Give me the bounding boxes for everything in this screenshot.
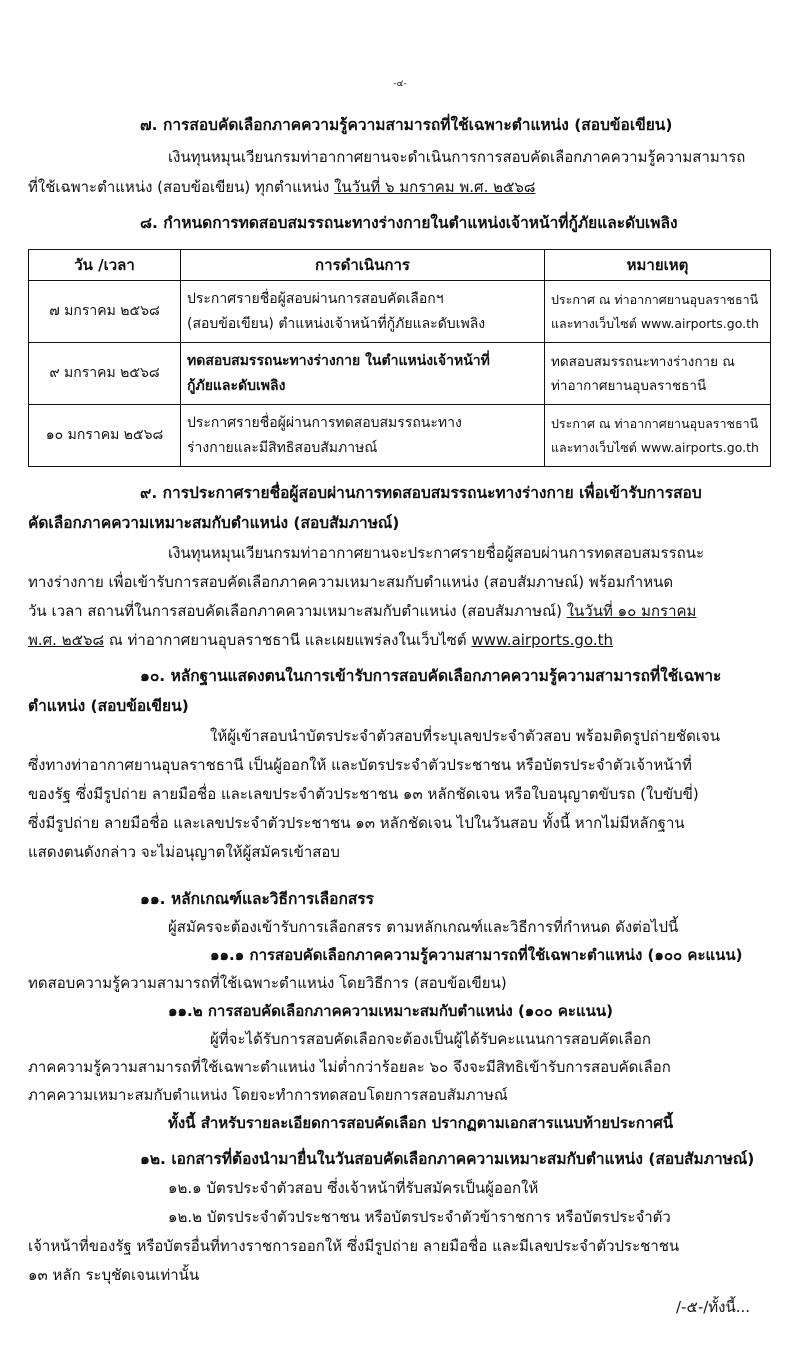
section12-item2-line1: ๑๒.๒ บัตรประจำตัวประชาชน หรือบัตรประจำตัวข้าราชการ หรือบัตรประจำตัว	[168, 1208, 671, 1226]
section7-line2	[28, 180, 535, 195]
row-action	[181, 281, 545, 343]
section9-line4	[28, 633, 613, 648]
section11-note: ทั้งนี้ สำหรับรายละเอียดการสอบคัดเลือก ปรากฏตามเอกสารแนบท้ายประกาศนี้	[168, 1114, 674, 1132]
schedule-table	[28, 249, 771, 467]
row-remark-line: ประกาศ ณ ท่าอากาศยานอุบลราชธานี	[551, 415, 759, 431]
section7-line1: เงินทุนหมุนเวียนกรมท่าอากาศยานจะดำเนินการการสอบคัดเลือกภาคความรู้ความสามารถ	[168, 148, 746, 166]
section10-heading-line1: ๑๐. หลักฐานแสดงตนในการเข้ารับการสอบคัดเลือกภาคความรู้ความสามารถที่ใช้เฉพาะ	[140, 667, 722, 685]
table-row	[29, 281, 771, 343]
row-action-line: (สอบข้อเขียน) ตำแหน่งเจ้าหน้าที่กู้ภัยและดับเพลิง	[187, 315, 486, 332]
row-remark	[545, 343, 771, 405]
section12-heading: ๑๒. เอกสารที่ต้องนำมายื่นในวันสอบคัดเลือกภาคความเหมาะสมกับตำแหน่ง (สอบสัมภาษณ์)	[140, 1150, 755, 1168]
row-action-line: ร่างกายและมีสิทธิสอบสัมภาษณ์	[187, 439, 378, 456]
row-action-line: ทดสอบสมรรถนะทางร่างกาย ในตำแหน่งเจ้าหน้าที่	[187, 352, 490, 369]
table-row	[29, 343, 771, 405]
page-number: -๔-	[393, 79, 407, 89]
section12-item2-line3: ๑๓ หลัก ระบุชัดเจนเท่านั้น	[28, 1266, 200, 1284]
section9-line1: เงินทุนหมุนเวียนกรมท่าอากาศยานจะประกาศรายชื่อผู้สอบผ่านการทดสอบสมรรถนะ	[168, 544, 705, 562]
section11-sub1-line: ทดสอบความรู้ความสามารถที่ใช้เฉพาะตำแหน่ง โดยวิธีการ (สอบข้อเขียน)	[28, 974, 507, 992]
section10-heading-line2: ตำแหน่ง (สอบข้อเขียน)	[28, 697, 189, 715]
section10-line1: ให้ผู้เข้าสอบนำบัตรประจำตัวสอบที่ระบุเลขประจำตัวสอบ พร้อมติดรูปถ่ายชัดเจน	[210, 727, 721, 745]
row-date: ๗ มกราคม ๒๕๖๘	[29, 281, 181, 343]
section10-line2: ซึ่งทางท่าอากาศยานอุบลราชธานี เป็นผู้ออกให้ และบัตรประจำตัวประชาชน หรือบัตรประจำตัวเจ้าหน้าที่	[28, 756, 692, 774]
row-remark-line: และทางเว็บไซต์ www.airports.go.th	[551, 315, 759, 331]
section11-sub2-line2: ภาคความรู้ความสามารถที่ใช้เฉพาะตำแหน่ง ไม่ต่ำกว่าร้อยละ ๖๐ จึงจะมีสิทธิเข้ารับการสอบคัดเลือก	[28, 1058, 671, 1076]
section8-heading: ๘. กำหนดการทดสอบสมรรถนะทางร่างกายในตำแหน่งเจ้าหน้าที่กู้ภัยและดับเพลิง	[140, 214, 678, 232]
row-remark	[545, 405, 771, 467]
section7-line2-text: ที่ใช้เฉพาะตำแหน่ง (สอบข้อเขียน) ทุกตำแหน่ง	[28, 178, 335, 196]
row-action-line: ประกาศรายชื่อผู้ผ่านการทดสอบสมรรถนะทาง	[187, 414, 462, 431]
row-action-line: ประกาศรายชื่อผู้สอบผ่านการสอบคัดเลือกฯ	[187, 290, 444, 307]
header-action: การดำเนินการ	[181, 250, 545, 281]
section9-heading-line1: ๙. การประกาศรายชื่อผู้สอบผ่านการทดสอบสมรรถนะทางร่างกาย เพื่อเข้ารับการสอบ	[140, 484, 702, 502]
section9-line3	[28, 604, 696, 619]
row-date: ๙ มกราคม ๒๕๖๘	[29, 343, 181, 405]
section11-sub1-heading: ๑๑.๑ การสอบคัดเลือกภาคความรู้ความสามารถที่ใช้เฉพาะตำแหน่ง (๑๐๐ คะแนน)	[210, 946, 743, 964]
section9-line3-text: วัน เวลา สถานที่ในการสอบคัดเลือกภาคความเหมาะสมกับตำแหน่ง (สอบสัมภาษณ์)	[28, 602, 567, 620]
section12-item1: ๑๒.๑ บัตรประจำตัวสอบ ซึ่งเจ้าหน้าที่รับสมัครเป็นผู้ออกให้	[168, 1179, 539, 1197]
row-remark-line: ทดสอบสมรรถนะทางร่างกาย ณ	[551, 353, 735, 370]
table-header-row	[29, 250, 771, 281]
row-remark-line: ประกาศ ณ ท่าอากาศยานอุบลราชธานี	[551, 291, 759, 307]
section11-sub2-line3: ภาคความเหมาะสมกับตำแหน่ง โดยจะทำการทดสอบโดยการสอบสัมภาษณ์	[28, 1086, 508, 1104]
section12-item2-line2: เจ้าหน้าที่ของรัฐ หรือบัตรอื่นที่ทางราชการออกให้ ซึ่งมีรูปถ่าย ลายมือชื่อ และมีเลขประจำตัวประชาชน	[28, 1237, 680, 1255]
section11-sub2-heading: ๑๑.๒ การสอบคัดเลือกภาคความเหมาะสมกับตำแหน่ง (๑๐๐ คะแนน)	[168, 1002, 613, 1020]
row-action-line: กู้ภัยและดับเพลิง	[187, 377, 286, 394]
row-remark-line: และทางเว็บไซต์ www.airports.go.th	[551, 439, 759, 455]
section11-sub2-line1: ผู้ที่จะได้รับการสอบคัดเลือกจะต้องเป็นผู้ได้รับคะแนนการสอบคัดเลือก	[210, 1030, 651, 1048]
section10-line5: แสดงตนดังกล่าว จะไม่อนุญาตให้ผู้สมัครเข้าสอบ	[28, 843, 340, 861]
section9-announce-date: ในวันที่ ๑๐ มกราคม	[566, 602, 697, 620]
row-remark	[545, 281, 771, 343]
section9-line4-text: ณ ท่าอากาศยานอุบลราชธานี และเผยแพร่ลงในเว็บไซต์	[104, 631, 472, 649]
website-link[interactable]: www.airports.go.th	[471, 631, 614, 649]
section9-line2: ทางร่างกาย เพื่อเข้ารับการสอบคัดเลือกภาคความเหมาะสมกับตำแหน่ง (สอบสัมภาษณ์) พร้อมกำหนด	[28, 573, 674, 591]
section11-intro: ผู้สมัครจะต้องเข้ารับการเลือกสรร ตามหลักเกณฑ์และวิธีการที่กำหนด ดังต่อไปนี้	[168, 918, 679, 936]
section9-announce-year: พ.ศ. ๒๕๖๘	[28, 631, 105, 649]
section7-exam-date: ในวันที่ ๖ มกราคม พ.ศ. ๒๕๖๘	[334, 178, 536, 196]
section10-line3: ของรัฐ ซึ่งมีรูปถ่าย ลายมือชื่อ และเลขประจำตัวประชาชน ๑๓ หลักชัดเจน หรือใบอนุญาตขับรถ (ใบขับขี่)	[28, 785, 699, 803]
section11-heading: ๑๑. หลักเกณฑ์และวิธีการเลือกสรร	[140, 890, 374, 908]
row-date: ๑๐ มกราคม ๒๕๖๘	[29, 405, 181, 467]
header-remark: หมายเหตุ	[545, 250, 771, 281]
row-remark-line: ท่าอากาศยานอุบลราชธานี	[551, 377, 707, 394]
continuation-note: /-๕-/ทั้งนี้...	[676, 1298, 751, 1316]
table-row	[29, 405, 771, 467]
section9-heading-line2: คัดเลือกภาคความเหมาะสมกับตำแหน่ง (สอบสัมภาษณ์)	[28, 514, 400, 532]
header-date: วัน /เวลา	[29, 250, 181, 281]
section10-line4: ซึ่งมีรูปถ่าย ลายมือชื่อ และเลขประจำตัวประชาชน ๑๓ หลักชัดเจน ไปในวันสอบ ทั้งนี้ หากไม่มีหลักฐาน	[28, 814, 685, 832]
section7-heading: ๗. การสอบคัดเลือกภาคความรู้ความสามารถที่ใช้เฉพาะตำแหน่ง (สอบข้อเขียน)	[140, 116, 673, 134]
row-action	[181, 405, 545, 467]
row-action	[181, 343, 545, 405]
